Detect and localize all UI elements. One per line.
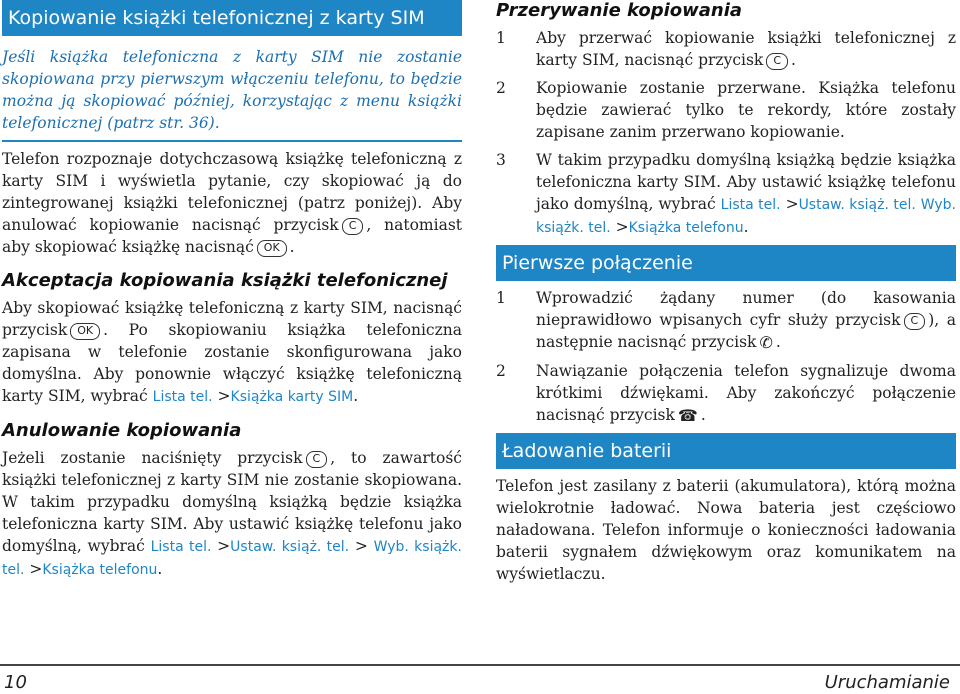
phone-call-icon: ✆ [759,333,773,352]
section-title-charging: Ładowanie baterii [496,433,956,469]
list-item: 1 Wprowadzić żądany numer (do kasowania nieprawidłowo wpisanych cyfr służy przycisk C ), a następnie nacisnąć przycisk ✆ . [496,289,956,352]
footer-divider [0,664,960,666]
right-column [496,0,956,585]
menu-path-link: Książka telefonu [42,562,158,578]
paragraph-cancel: Jeżeli zostanie naciśnięty przycisk C , to zawartość książki telefonicznej z karty SIM nie zostanie skopiowana. W takim przypadku domyślną książką będzie książka telefoniczna karty SIM. Aby ustawić książkę telefonu jako domyślną, wybrać Lista tel. >Ustaw. książ. tel. > Wyb. książk. tel. >Książka telefonu. [2,449,462,578]
paragraph-accept: Aby skopiować książkę telefoniczną z karty SIM, nacisnąć przycisk OK . Po skopiowaniu książka telefoniczna zapisana w telefonie zostanie skonfigurowana jako domyślna. Aby ponownie włączyć książkę telefoniczną karty SIM, wybrać Lista tel. >Książka karty SIM. [2,299,462,405]
chapter-title: Uruchamianie [824,672,950,693]
list-item: 1 Aby przerwać kopiowanie książki telefonicznej z karty SIM, nacisnąć przycisk C . [496,29,956,69]
page-footer [0,662,960,694]
menu-path-link: Wyb. książk. tel. [536,197,956,236]
c-key-icon: C [766,53,788,70]
c-key-icon: C [904,313,926,330]
phone-end-icon: ☎ [677,406,698,425]
menu-path-link: Lista tel. [720,197,781,213]
intro-note: Jeśli książka telefoniczna z karty SIM nie zostanie skopiowana przy pierwszym włączeniu telefonu, to będzie można ją skopiować później, korzystając z menu książki telefonicznej (patrz str. 36). [2,48,462,132]
list-item: 2 Nawiązanie połączenia telefon sygnalizuje dwoma krótkimi dźwiękami. Aby zakończyć połączenie nacisnąć przycisk ☎ . [496,362,956,425]
ok-key-icon: OK [70,323,100,340]
left-column [2,0,462,581]
c-key-icon: C [342,218,364,235]
menu-path-link: Książka karty SIM [230,389,354,405]
paragraph-detect: Telefon rozpoznaje dotychczasową książkę telefoniczną z karty SIM i wyświetla pytanie, czy skopiować ją do zintegrowanej książki telefonicznej (patrz poniżej). Aby anulować kopiowanie nacisnąć przycisk C , natomiast aby skopiować książkę nacisnąć OK . [2,150,463,256]
menu-path-link: Ustaw. książ. tel. [798,197,916,213]
first-call-steps [496,287,956,427]
paragraph-charging: Telefon jest zasilany z baterii (akumulatora), którą można wielokrotnie ładować. Nowa bateria jest częściowo naładowana. Telefon informuje o konieczności ładowania baterii sygnałem dźwiękowym oraz komunikatem na wyświetlaczu. [496,477,956,583]
subheading-interrupt: Przerywanie kopiowania [496,0,743,21]
interrupt-steps [496,27,956,239]
subheading-cancel: Anulowanie kopiowania [2,420,242,441]
ok-key-icon: OK [257,240,287,257]
section-title-copy-sim: Kopiowanie książki telefonicznej z karty SIM [2,0,462,36]
section-title-first-call: Pierwsze połączenie [496,245,956,281]
list-item: 2 Kopiowanie zostanie przerwane. Książka telefonu będzie zawierać tylko te rekordy, które zostały zapisane zanim przerwano kopiowanie. [496,79,956,141]
c-key-icon: C [306,451,328,468]
menu-path-link: Wyb. książk. tel. [2,539,462,578]
menu-path-link: Ustaw. książ. tel. [230,539,350,555]
menu-path-link: Książka telefonu [628,220,744,236]
list-item: 3 W takim przypadku domyślną książką będzie książka telefoniczna karty SIM. Aby ustawić książkę telefonu jako domyślną, wybrać Lista tel. >Ustaw. książ. tel. Wyb. książk. tel. >Książka telefonu. [496,151,956,236]
menu-path-link: Lista tel. [150,539,212,555]
menu-path-link: Lista tel. [152,389,213,405]
subheading-accept: Akceptacja kopiowania książki telefonicznej [2,270,448,291]
page-number: 10 [4,672,27,693]
